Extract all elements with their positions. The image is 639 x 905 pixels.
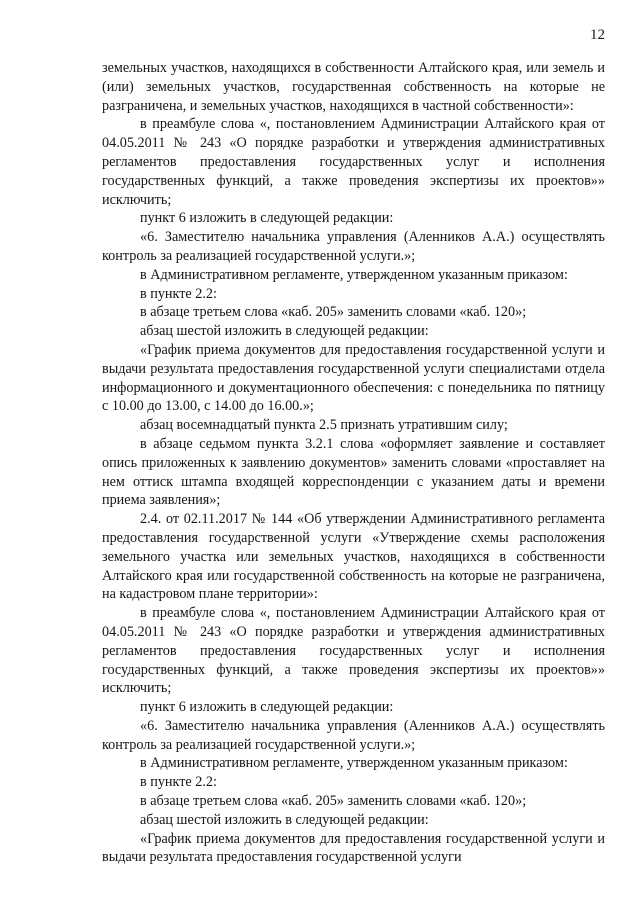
paragraph: абзац шестой изложить в следующей редакции: bbox=[140, 323, 429, 340]
paragraph: в пункте 2.2: bbox=[140, 285, 217, 302]
paragraph: «6. Заместителю начальника управления (Аленников А.А.) осуществлять контроль за реализацией государственной услуги.»; bbox=[102, 229, 605, 264]
paragraph: «График приема документов для предоставления государственной услуги и выдачи результата предоставления государственной услуги специалистами отдела информационного и документационного обеспечения: с понедельника по пятницу с 10.00 до 13.00, с 14.00 до 16.00.»; bbox=[102, 341, 605, 415]
paragraph: в абзаце третьем слова «каб. 205» заменить словами «каб. 120»; bbox=[140, 304, 527, 321]
paragraph: абзац восемнадцатый пункта 2.5 признать утратившим силу; bbox=[140, 417, 508, 434]
paragraph: абзац шестой изложить в следующей редакции: bbox=[140, 811, 429, 828]
paragraph: 2.4. от 02.11.2017 № 144 «Об утверждении Административного регламента предоставления государственной услуги «Утверждение схемы расположения земельного участка или земельных участков, находящихся в собственности Алтайского края или государственной собственность на которые не разграничена, на кадастровом плане территории»: bbox=[102, 511, 605, 603]
paragraph: пункт 6 изложить в следующей редакции: bbox=[140, 699, 394, 716]
paragraph: земельных участков, находящихся в собственности Алтайского края, или земель и (или) земельных участков, государственная собственность на которые не разграничена, и земельных участков, находящихся в частной собственности»: bbox=[102, 60, 605, 114]
paragraph: в Административном регламенте, утвержденном указанным приказом: bbox=[140, 755, 568, 772]
paragraph: «График приема документов для предоставления государственной услуги и выдачи результата предоставления государственной услуги bbox=[102, 830, 605, 866]
page-number: 12 bbox=[590, 27, 605, 43]
paragraph: в преамбуле слова «, постановлением Администрации Алтайского края от 04.05.2011 № 243 «О порядке разработки и утверждения административных регламентов предоставления государственных услуг и исполнения государственных функций, а также проведения экспертизы их проектов»» исключить; bbox=[102, 116, 605, 208]
paragraph: в Административном регламенте, утвержденном указанным приказом: bbox=[140, 266, 568, 283]
paragraph: пункт 6 изложить в следующей редакции: bbox=[140, 210, 394, 227]
paragraph: в преамбуле слова «, постановлением Администрации Алтайского края от 04.05.2011 № 243 «О порядке разработки и утверждения административных регламентов предоставления государственных услуг и исполнения государственных функций, а также проведения экспертизы их проектов»» исключить; bbox=[102, 605, 605, 697]
paragraph: «6. Заместителю начальника управления (Аленников А.А.) осуществлять контроль за реализацией государственной услуги.»; bbox=[102, 717, 605, 753]
paragraph: в пункте 2.2: bbox=[140, 774, 217, 791]
document-body bbox=[102, 59, 605, 867]
paragraph: в абзаце седьмом пункта 3.2.1 слова «оформляет заявление и составляет опись приложенных к заявлению документов» заменить словами «проставляет на нем оттиск штампа входящей корреспонденции с указанием даты и времени приема заявления»; bbox=[102, 435, 605, 509]
paragraph: в абзаце третьем слова «каб. 205» заменить словами «каб. 120»; bbox=[140, 793, 527, 810]
